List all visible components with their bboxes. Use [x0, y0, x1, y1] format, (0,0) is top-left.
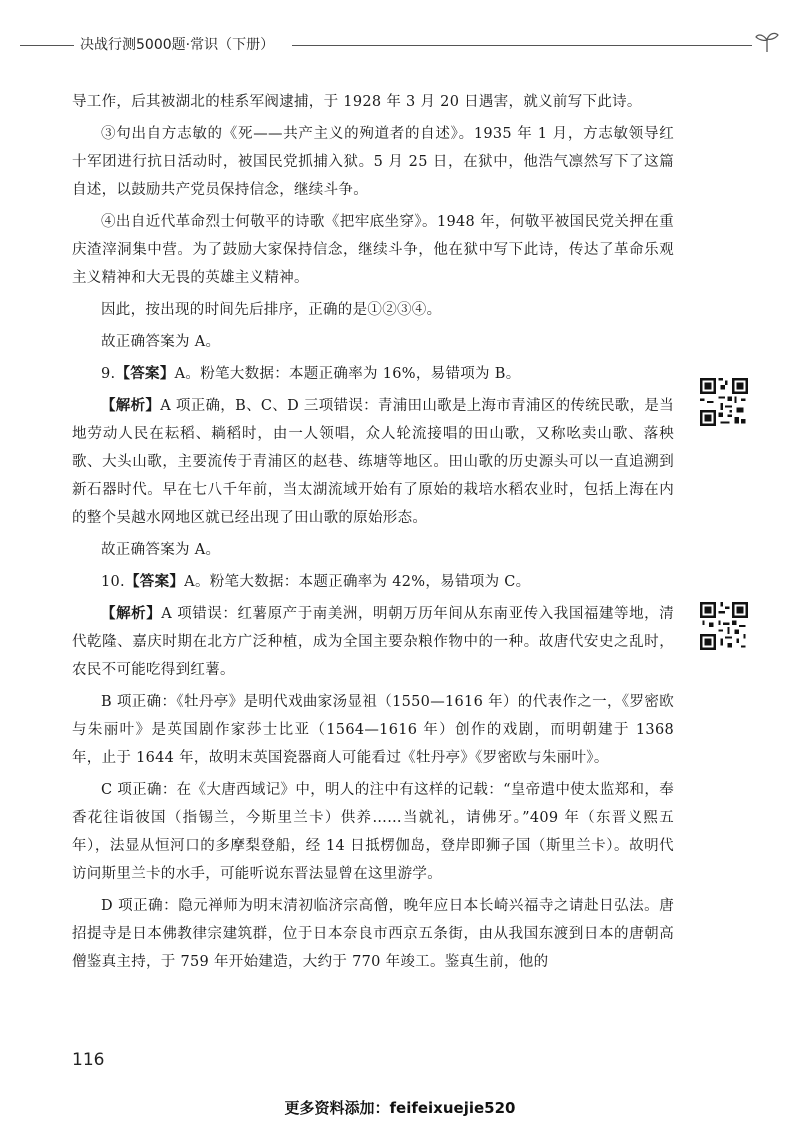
analysis-q9: [72, 392, 674, 532]
answer-q9: [72, 360, 674, 388]
paragraph: C 项正确：在《大唐西域记》中，明人的注中有这样的记载：“皇帝遣中使太监郑和，奉香花往诣彼国（指锡兰，今斯里兰卡）供养……当就礼，请佛牙。”409 年（东晋义熙五年），法显从恒河口的多摩梨登船，经 14 日抵楞伽岛，登岸即狮子国（斯里兰卡）。故明代访问斯里兰卡的水手，可能听说东晋法显曾在这里游学。: [72, 782, 674, 882]
paragraph: ④出自近代革命烈士何敬平的诗歌《把牢底坐穿》。1948 年，何敬平被国民党关押在重庆渣滓洞集中营。为了鼓励大家保持信念，继续斗争，他在狱中写下此诗，传达了革命乐观主义精神和大无畏的英雄主义精神。: [72, 214, 674, 286]
paragraph: 故正确答案为 A。: [101, 334, 221, 350]
question-number: 9.: [101, 366, 116, 382]
analysis-q10: [72, 600, 674, 684]
footer-note: 更多资料添加：feifeixuejie520: [284, 1099, 516, 1117]
paragraph: 导工作，后其被湖北的桂系军阀逮捕，于 1928 年 3 月 20 日遇害，就义前写下此诗。: [72, 94, 642, 110]
paragraph: D 项正确：隐元禅师为明末清初临济宗高僧，晚年应日本长崎兴福寺之请赴日弘法。唐招提寺是日本佛教律宗建筑群，位于日本奈良市西京五条街，由从我国东渡到日本的唐朝高僧鉴真主持，于 759 年开始建造，大约于 770 年竣工。鉴真生前，他的: [72, 898, 674, 970]
answer-tag: 【答案】: [124, 574, 185, 590]
paragraph: B 项正确：《牡丹亭》是明代戏曲家汤显祖（1550—1616 年）的代表作之一，《罗密欧与朱丽叶》是英国剧作家莎士比亚（1564—1616 年）创作的戏剧，而明朝建于 1368 年，止于 1644 年，故明末英国瓷器商人可能看过《牡丹亭》《罗密欧与朱丽叶》。: [72, 694, 674, 766]
answer-tag: 【答案】: [115, 366, 175, 382]
analysis-tag: 【解析】: [101, 398, 161, 414]
paragraph: ③句出自方志敏的《死——共产主义的殉道者的自述》。1935 年 1 月，方志敏领导红十军团进行抗日活动时，被国民党抓捕入狱。5 月 25 日，在狱中，他浩气凛然写下了这篇自述，以鼓励共产党员保持信念，继续斗争。: [72, 126, 674, 198]
question-number: 10.: [101, 574, 125, 590]
qr-code-icon[interactable]: [700, 378, 748, 426]
paragraph: 因此，按出现的时间先后排序，正确的是①②③④。: [101, 302, 442, 318]
answer-text: A。粉笔大数据：本题正确率为 16%，易错项为 B。: [174, 366, 521, 382]
qr-code-icon[interactable]: [700, 602, 748, 650]
header-rule-left: [20, 45, 74, 46]
analysis-text: A 项正确，B、C、D 三项错误：青浦田山歌是上海市青浦区的传统民歌，是当地劳动人民在耘稻、耥稻时，由一人领唱，众人轮流接唱的田山歌，又称吆卖山歌、落秧歌、大头山歌，主要流传于青浦区的赵巷、练塘等地区。田山歌的历史源头可以一直追溯到新石器时代。早在七八千年前，当太湖流域开始有了原始的栽培水稻农业时，包括上海在内的整个吴越水网地区就已经出现了田山歌的原始形态。: [72, 398, 674, 526]
answer-q10: [72, 568, 674, 596]
header-title: 决战行测5000题·常识（下册）: [80, 37, 275, 53]
paragraph: 故正确答案为 A。: [101, 542, 221, 558]
page-number: 116: [72, 1050, 105, 1070]
page-content: [72, 88, 674, 980]
analysis-tag: 【解析】: [101, 606, 162, 622]
running-header: [20, 34, 780, 58]
answer-text: A。粉笔大数据：本题正确率为 42%，易错项为 C。: [184, 574, 531, 590]
sprout-icon: [754, 28, 780, 54]
analysis-text: A 项错误：红薯原产于南美洲，明朝万历年间从东南亚传入我国福建等地，清代乾隆、嘉庆时期在北方广泛种植，成为全国主要杂粮作物中的一种。故唐代安史之乱时，农民不可能吃得到红薯。: [72, 606, 675, 678]
header-rule-right: [292, 45, 752, 46]
